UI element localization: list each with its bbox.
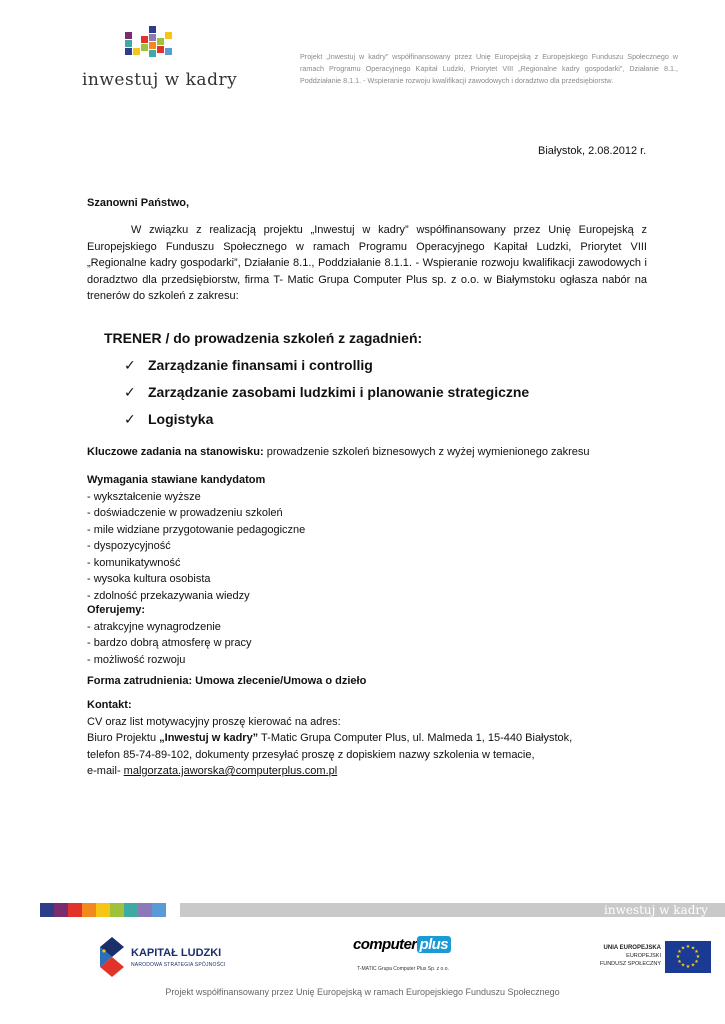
kapital-ludzki-subtitle: NARODOWA STRATEGIA SPÓJNOŚCI (131, 962, 226, 968)
topic-item: ✓ Logistyka (124, 406, 529, 433)
eu-text: UNIA EUROPEJSKA EUROPEJSKI FUNDUSZ SPOŁECZNY (599, 945, 661, 967)
inwestuj-w-kadry-logo-mark (125, 26, 185, 70)
email-link[interactable]: malgorzata.jaworska@computerplus.com.pl (123, 765, 338, 777)
requirements-title: Wymagania stawiane kandydatom (87, 474, 266, 486)
kapital-ludzki-emblem-icon (97, 935, 127, 977)
offer-section (87, 602, 251, 668)
kapital-ludzki-logo (97, 935, 247, 977)
logo-text: inwestuj w kadry (82, 70, 238, 90)
topic-item: ✓ Zarządzanie zasobami ludzkimi i planowanie strategiczne (124, 379, 529, 406)
contact-line: CV oraz list motywacyjny proszę kierować na adres: (87, 715, 341, 728)
offer-title: Oferujemy: (87, 604, 146, 616)
requirement-item: - zdolność przekazywania wiedzy (87, 589, 250, 602)
requirement-item: - wykształcenie wyższe (87, 490, 201, 503)
footer-brand: inwestuj w kadry (604, 903, 708, 917)
eu-logo (597, 941, 715, 977)
svg-text:★: ★ (677, 959, 682, 965)
offer-item: - możliwość rozwoju (87, 653, 186, 666)
greeting: Szanowni Państwo, (87, 197, 190, 209)
contact-title: Kontakt: (87, 699, 132, 711)
stripe-segment (40, 903, 54, 917)
stripe-segment (96, 903, 110, 917)
stripe-segment (54, 903, 68, 917)
stripe-segment (68, 903, 82, 917)
stripe-segment (124, 903, 138, 917)
contact-email-line: e-mail- malgorzata.jaworska@computerplus.com.pl (87, 765, 338, 777)
key-tasks-label: Kluczowe zadania na stanowisku: (87, 446, 264, 458)
computerplus-name: computer plus (353, 936, 451, 953)
stripe-segment (138, 903, 152, 917)
offer-item: - bardzo dobrą atmosferę w pracy (87, 637, 252, 649)
requirement-item: - dyspozycyjność (87, 540, 171, 552)
key-tasks (87, 444, 590, 461)
key-tasks-value: prowadzenie szkoleń biznesowych z wyżej wymienionego zakresu (263, 446, 590, 458)
stripe-segment (82, 903, 96, 917)
kapital-ludzki-title: KAPITAŁ LUDZKI (131, 947, 222, 959)
svg-text:★: ★ (694, 959, 699, 965)
color-stripe (40, 903, 166, 917)
contact-section (87, 697, 572, 780)
requirement-item: - doświadczenie w prowadzeniu szkoleń (87, 507, 283, 519)
trainer-heading: TRENER / do prowadzenia szkoleń z zagadnień: (104, 330, 423, 346)
requirement-item: - komunikatywność (87, 556, 181, 569)
computerplus-logo (353, 936, 465, 978)
intro-paragraph: W związku z realizacją projektu „Inwestuj w kadry” współfinansowany przez Unię Europejską z Europejskiego Funduszu Społecznego w ramach Programu Operacyjnego Kapitał Ludzki, Priorytet VIII „Regionalne kadry gospodarki”, Działanie 8.1., Poddziałanie 8.1.1. - Wspieranie rozwoju kwalifikacji zawodowych i doradztwo dla przedsiębiorstw, firma T- Matic Grupa Computer Plus sp. z o.o. w Białymstoku ogłasza nabór na trenerów do szkoleń z zakresu: (87, 224, 647, 302)
svg-text:★: ★ (675, 954, 681, 960)
stripe-segment (152, 903, 166, 917)
requirement-item: - mile widziane przygotowanie pedagogiczne (87, 523, 306, 536)
requirements-section (87, 472, 305, 604)
footer-note: Projekt współfinansowany przez Unię Europejską w ramach Europejskiego Funduszu Społecznego (165, 987, 560, 997)
letter-date: Białystok, 2.08.2012 r. (538, 145, 647, 157)
eu-flag-icon (665, 941, 711, 973)
contact-phone: telefon 85-74-89-102, dokumenty przesyłać proszę z dopiskiem nazwy szkolenia w temacie, (87, 748, 535, 761)
svg-text:★: ★ (690, 962, 696, 969)
project-note: Projekt „Inwestuj w kadry” współfinansowany przez Unię Europejską z Europejskiego Funduszu Społecznego w ramach Programu Operacyjnego Kapitał Ludzki, Priorytet VIII „Regionalne kadry gospodarki”, Działanie 8.1., Poddziałanie 8.1.1. - Wspieranie rozwoju kwalifikacji zawodowych i doradztwo dla przedsiębiorstw. (300, 52, 678, 85)
svg-text:★: ★ (680, 945, 686, 952)
svg-text:★: ★ (685, 964, 691, 970)
check-icon: ✓ (124, 411, 136, 427)
check-icon: ✓ (124, 357, 136, 373)
topic-list (124, 352, 529, 433)
contact-address: Biuro Projektu „Inwestuj w kadry” T-Matic Grupa Computer Plus, ul. Malmeda 1, 15-440 Białystok, (87, 732, 573, 744)
inwestuj-w-kadry-logo (82, 26, 238, 100)
svg-text:★: ★ (694, 949, 699, 955)
svg-text:★: ★ (690, 945, 696, 952)
svg-text:★: ★ (677, 949, 682, 955)
check-icon: ✓ (124, 384, 136, 400)
topic-item: ✓ Zarządzanie finansami i controllig (124, 352, 529, 379)
svg-text:★: ★ (685, 944, 691, 950)
svg-text:★: ★ (695, 954, 701, 960)
offer-item: - atrakcyjne wynagrodzenie (87, 620, 221, 633)
employment-form: Forma zatrudnienia: Umowa zlecenie/Umowa o dzieło (87, 675, 367, 687)
requirement-item: - wysoka kultura osobista (87, 573, 211, 585)
stripe-segment (110, 903, 124, 917)
computerplus-subtitle: T-MATIC Grupa Computer Plus Sp. z o.o. (357, 966, 449, 972)
svg-text:★: ★ (680, 962, 686, 969)
